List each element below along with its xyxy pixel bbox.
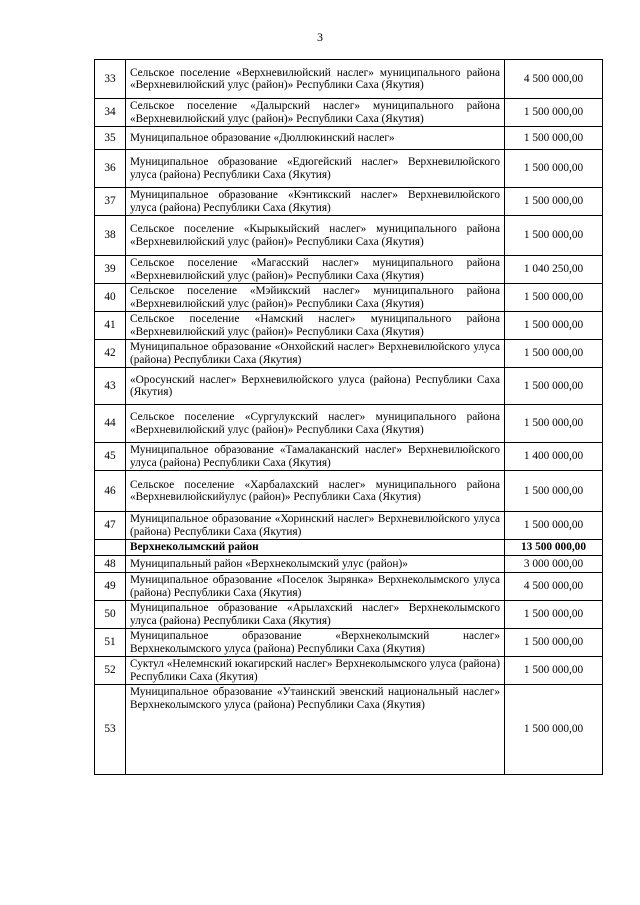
amount: 1 500 000,00 xyxy=(505,629,603,657)
amount: 1 500 000,00 xyxy=(505,340,603,368)
table-row xyxy=(95,556,603,573)
row-number: 39 xyxy=(95,256,126,284)
recipient-name: Муниципальное образование «Едюгейский наслег» Верхневилюйского улуса (района) Республики Саха (Якутия) xyxy=(126,150,505,188)
recipient-name: Муниципальное образование «Онхойский наслег» Верхневилюйского улуса (района) Республики Саха (Якутия) xyxy=(126,340,505,368)
page-number: 3 xyxy=(317,30,323,44)
recipient-name: Сельское поселение «Мэйикский наслег» муниципального района «Верхневилюйский улус (район)» Республики Саха (Якутия) xyxy=(126,284,505,312)
table-row xyxy=(95,150,603,188)
row-number: 47 xyxy=(95,512,126,540)
recipient-name: Муниципальное образование «Кэнтикский наслег» Верхневилюйского улуса (района) Республики Саха (Якутия) xyxy=(126,188,505,216)
district-name: Верхнеколымский район xyxy=(126,540,505,556)
row-number: 52 xyxy=(95,657,126,685)
row-number: 40 xyxy=(95,284,126,312)
table-row xyxy=(95,471,603,512)
amount: 4 500 000,00 xyxy=(505,573,603,601)
amount: 1 500 000,00 xyxy=(505,284,603,312)
amount: 1 500 000,00 xyxy=(505,127,603,150)
recipient-name: Муниципальное образование «Верхнеколымский наслег» Верхнеколымского улуса (района) Республики Саха (Якутия) xyxy=(126,629,505,657)
row-number: 41 xyxy=(95,312,126,340)
row-number: 51 xyxy=(95,629,126,657)
table-row xyxy=(95,188,603,216)
recipient-name: «Оросунский наслег» Верхневилюйского улуса (района) Республики Саха (Якутия) xyxy=(126,368,505,405)
amount: 1 040 250,00 xyxy=(505,256,603,284)
amount: 1 500 000,00 xyxy=(505,216,603,256)
amount: 1 500 000,00 xyxy=(505,405,603,443)
table-row xyxy=(95,405,603,443)
amount: 1 500 000,00 xyxy=(505,512,603,540)
table-row xyxy=(95,368,603,405)
table-row xyxy=(95,601,603,629)
table-row xyxy=(95,657,603,685)
recipient-name: Муниципальное образование «Арылахский наслег» Верхнеколымского улуса (района) Республики Саха (Якутия) xyxy=(126,601,505,629)
amount: 3 000 000,00 xyxy=(505,556,603,573)
amount: 1 500 000,00 xyxy=(505,150,603,188)
row-number: 34 xyxy=(95,99,126,127)
row-number: 48 xyxy=(95,556,126,573)
recipient-name: Муниципальное образование «Хоринский наслег» Верхневилюйского улуса (района) Республики Саха (Якутия) xyxy=(126,512,505,540)
recipient-name: Сельское поселение «Магасский наслег» муниципального района «Верхневилюйский улус (район)» Республики Саха (Якутия) xyxy=(126,256,505,284)
amount: 1 500 000,00 xyxy=(505,601,603,629)
row-number: 50 xyxy=(95,601,126,629)
row-number: 38 xyxy=(95,216,126,256)
row-number: 37 xyxy=(95,188,126,216)
recipient-name: Муниципальное образование «Тамалаканский наслег» Верхневилюйского улуса (района) Республики Саха (Якутия) xyxy=(126,443,505,471)
allocation-table-body xyxy=(95,60,603,775)
amount: 1 500 000,00 xyxy=(505,368,603,405)
recipient-name: Сельское поселение «Харбалахский наслег» муниципального района «Верхневилюйскийулус (район)» Республики Саха (Якутия) xyxy=(126,471,505,512)
row-number: 53 xyxy=(95,685,126,775)
allocation-table xyxy=(94,59,603,775)
table-row xyxy=(95,312,603,340)
row-number xyxy=(95,540,126,556)
table-row xyxy=(95,443,603,471)
amount: 1 500 000,00 xyxy=(505,657,603,685)
district-total: 13 500 000,00 xyxy=(505,540,603,556)
recipient-name: Сельское поселение «Далырский наслег» муниципального района «Верхневилюйский улус (район)» Республики Саха (Якутия) xyxy=(126,99,505,127)
row-number: 49 xyxy=(95,573,126,601)
recipient-name: Муниципальное образование «Дюллюкинский наслег» xyxy=(126,127,505,150)
amount: 1 500 000,00 xyxy=(505,685,603,775)
recipient-name: Сельское поселение «Сургулукский наслег» муниципального района «Верхневилюйский улус (район)» Республики Саха (Якутия) xyxy=(126,405,505,443)
table-row xyxy=(95,512,603,540)
table-row xyxy=(95,99,603,127)
amount: 1 500 000,00 xyxy=(505,99,603,127)
table-row xyxy=(95,340,603,368)
amount: 1 500 000,00 xyxy=(505,471,603,512)
row-number: 46 xyxy=(95,471,126,512)
group-header-row xyxy=(95,540,603,556)
recipient-name: Муниципальное образование «Поселок Зырянка» Верхнеколымского улуса (района) Республики Саха (Якутия) xyxy=(126,573,505,601)
amount: 1 400 000,00 xyxy=(505,443,603,471)
amount: 1 500 000,00 xyxy=(505,312,603,340)
amount: 4 500 000,00 xyxy=(505,60,603,99)
table-row xyxy=(95,573,603,601)
table-row xyxy=(95,216,603,256)
recipient-name: Муниципальный район «Верхнеколымский улус (район)» xyxy=(126,556,505,573)
table-row xyxy=(95,685,603,775)
row-number: 44 xyxy=(95,405,126,443)
row-number: 45 xyxy=(95,443,126,471)
recipient-name: Сельское поселение «Кырыкыйский наслег» муниципального района «Верхневилюйский улус (район)» Республики Саха (Якутия) xyxy=(126,216,505,256)
row-number: 36 xyxy=(95,150,126,188)
table-row xyxy=(95,60,603,99)
amount: 1 500 000,00 xyxy=(505,188,603,216)
row-number: 42 xyxy=(95,340,126,368)
table-row xyxy=(95,284,603,312)
recipient-name: Суктул «Нелемнский юкагирский наслег» Верхнеколымского улуса (района) Республики Саха (Якутия) xyxy=(126,657,505,685)
table-row xyxy=(95,256,603,284)
table-row xyxy=(95,629,603,657)
table-row xyxy=(95,127,603,150)
recipient-name: Муниципальное образование «Утаинский эвенский национальный наслег» Верхнеколымского улуса (района) Республики Саха (Якутия) xyxy=(126,685,505,775)
row-number: 43 xyxy=(95,368,126,405)
row-number: 35 xyxy=(95,127,126,150)
row-number: 33 xyxy=(95,60,126,99)
recipient-name: Сельское поселение «Верхневилюйский наслег» муниципального района «Верхневилюйский улус (район)» Республики Саха (Якутия) xyxy=(126,60,505,99)
recipient-name: Сельское поселение «Намский наслег» муниципального района «Верхневилюйский улус (район)» Республики Саха (Якутия) xyxy=(126,312,505,340)
